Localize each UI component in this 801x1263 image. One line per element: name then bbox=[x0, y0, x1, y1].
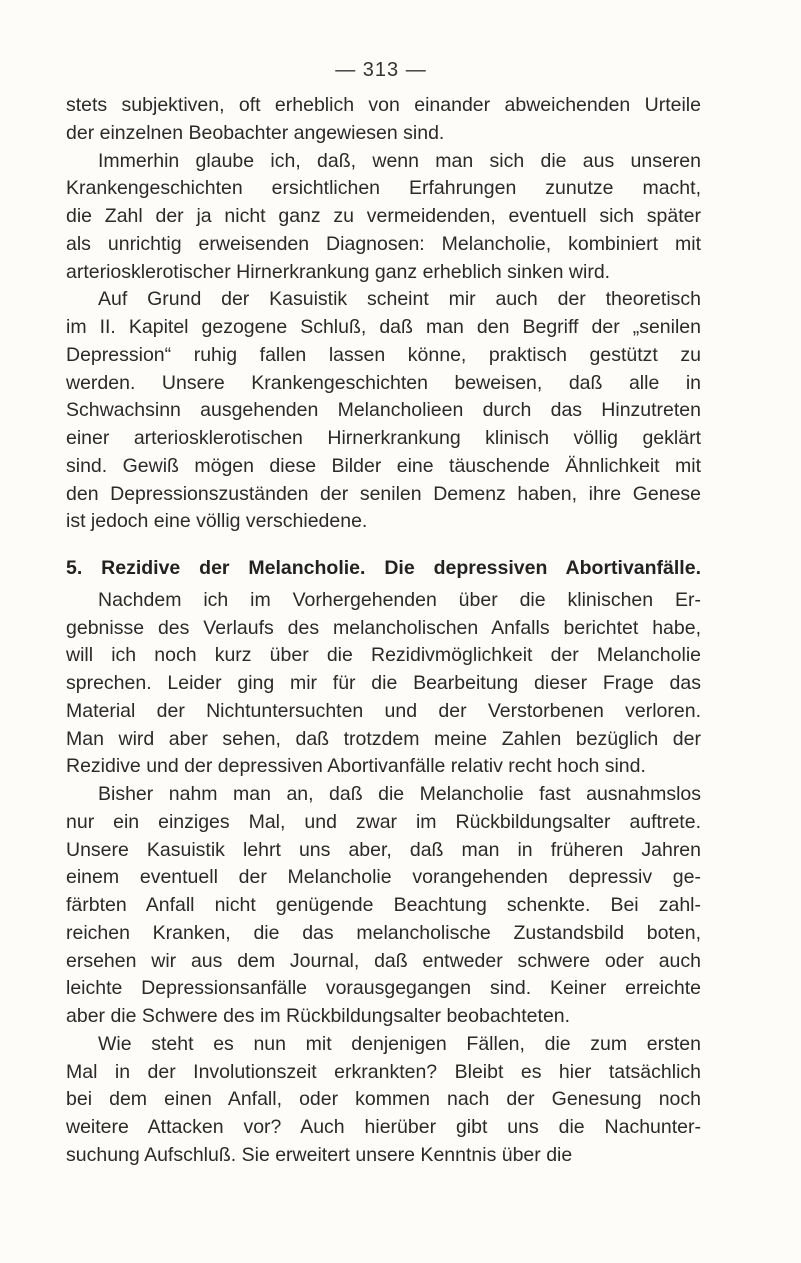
text-line bbox=[66, 948, 701, 976]
text-line bbox=[66, 425, 701, 453]
text-line-content: Rezidive und der depressiven Abortivanfälle relativ recht hoch sind. bbox=[66, 755, 646, 778]
text-line bbox=[66, 642, 701, 670]
text-line-content: Schwachsinn ausgehenden Melancholieen durch das Hinzutreten bbox=[66, 399, 701, 422]
text-line bbox=[66, 203, 701, 231]
text-line-content: sprechen. Leider ging mir für die Bearbeitung dieser Frage das bbox=[66, 672, 701, 694]
text-line-content: Nachdem ich im Vorhergehenden über die klinischen Er- bbox=[98, 588, 701, 611]
text-line-content: reichen Kranken, die das melancholische Zustandsbild boten, bbox=[66, 921, 701, 944]
text-line-content: Krankengeschichten ersichtlichen Erfahrungen zunutze macht, bbox=[66, 177, 701, 200]
text-line-content: Mal in der Involutionszeit erkrankten? Bleibt es hier tatsächlich bbox=[66, 1060, 701, 1083]
text-line bbox=[66, 314, 701, 342]
text-line bbox=[66, 286, 701, 314]
paragraph bbox=[66, 587, 801, 781]
text-line-content: Wie steht es nun mit denjenigen Fällen, die zum ersten bbox=[98, 1032, 701, 1055]
text-line bbox=[66, 587, 701, 615]
text-line-content: aber die Schwere des im Rückbildungsalter beobachteten. bbox=[66, 1005, 571, 1027]
text-line bbox=[66, 1003, 701, 1031]
text-line-content: Bisher nahm man an, daß die Melancholie fast ausnahmslos bbox=[98, 783, 701, 805]
text-line-content: sind. Gewiß mögen diese Bilder eine täuschende Ähnlichkeit mit bbox=[66, 454, 701, 477]
text-line bbox=[66, 1114, 701, 1142]
text-line-content: einem eventuell der Melancholie vorangehenden depressiv ge- bbox=[66, 866, 701, 889]
text-line bbox=[66, 342, 701, 370]
text-line-content: Material der Nichtuntersuchten und der Verstorbenen verloren. bbox=[66, 699, 701, 722]
text-line bbox=[66, 670, 701, 698]
text-line-content: im II. Kapitel gezogene Schluß, daß man den Begriff der „senilen bbox=[66, 316, 701, 338]
text-line-content: werden. Unsere Krankengeschichten beweisen, daß alle in bbox=[66, 371, 701, 394]
paragraph bbox=[66, 781, 801, 1031]
text-line bbox=[66, 508, 701, 536]
text-line-content: die Zahl der ja nicht ganz zu vermeidenden, eventuell sich später bbox=[66, 205, 701, 227]
text-line bbox=[66, 698, 701, 726]
text-line-content: weitere Attacken vor? Auch hierüber gibt uns die Nachunter- bbox=[66, 1116, 701, 1138]
text-line-content: stets subjektiven, oft erheblich von einander abweichenden Urteile bbox=[66, 94, 701, 116]
text-line bbox=[66, 481, 701, 509]
paragraph bbox=[66, 148, 801, 287]
text-line bbox=[66, 975, 701, 1003]
text-line-content: gebnisse des Verlaufs des melancholischen Anfalls berichtet habe, bbox=[66, 616, 701, 639]
text-line bbox=[66, 259, 701, 287]
text-line bbox=[66, 92, 701, 120]
text-line bbox=[66, 753, 701, 781]
text-line bbox=[66, 809, 701, 837]
text-line-content: als unrichtig erweisenden Diagnosen: Melancholie, kombiniert mit bbox=[66, 232, 701, 255]
text-line bbox=[66, 920, 701, 948]
text-line bbox=[66, 1031, 701, 1059]
text-line bbox=[66, 148, 701, 176]
text-line-content: der einzelnen Beobachter angewiesen sind. bbox=[66, 121, 445, 144]
text-line-content: Depression“ ruhig fallen lassen könne, praktisch gestützt zu bbox=[66, 343, 701, 366]
text-line bbox=[66, 1086, 701, 1114]
text-line bbox=[66, 370, 701, 398]
text-line-content: suchung Aufschluß. Sie erweitert unsere Kenntnis über die bbox=[66, 1143, 573, 1166]
text-line-content: den Depressionszuständen der senilen Demenz haben, ihre Genese bbox=[66, 482, 701, 505]
text-line-content: Man wird aber sehen, daß trotzdem meine Zahlen bezüglich der bbox=[66, 727, 701, 750]
text-line bbox=[66, 175, 701, 203]
text-line-content: ist jedoch eine völlig verschiedene. bbox=[66, 510, 368, 533]
text-line-content: will ich noch kurz über die Rezidivmöglichkeit der Melancholie bbox=[66, 644, 701, 667]
text-line-content: ersehen wir aus dem Journal, daß entweder schwere oder auch bbox=[66, 949, 701, 972]
text-line bbox=[66, 864, 701, 892]
text-line bbox=[66, 397, 701, 425]
text-line bbox=[66, 837, 701, 865]
text-line bbox=[66, 615, 701, 643]
text-line bbox=[66, 453, 701, 481]
text-line bbox=[66, 892, 701, 920]
text-line bbox=[66, 120, 701, 148]
text-line-content: einer arteriosklerotischen Hirnerkrankung klinisch völlig geklärt bbox=[66, 427, 701, 449]
text-line-content: Auf Grund der Kasuistik scheint mir auch der theoretisch bbox=[98, 288, 701, 311]
text-line bbox=[66, 231, 701, 259]
text-line-content: arteriosklerotischer Hirnerkrankung ganz erheblich sinken wird. bbox=[66, 260, 611, 283]
text-line-content: leichte Depressionsanfälle vorausgegangen sind. Keiner erreichte bbox=[66, 977, 701, 1000]
text-block-after-heading bbox=[66, 587, 801, 1170]
paragraph bbox=[66, 286, 801, 536]
text-line bbox=[66, 726, 701, 754]
page-number: — 313 — bbox=[335, 59, 427, 81]
text-line-content: Unsere Kasuistik lehrt uns aber, daß man in früheren Jahren bbox=[66, 838, 701, 861]
paragraph bbox=[66, 1031, 801, 1170]
text-line bbox=[66, 1059, 701, 1087]
paragraph bbox=[66, 92, 801, 148]
section-heading: 5. Rezidive der Melancholie. Die depressiven Abortivanfälle. bbox=[66, 557, 701, 579]
text-line-content: nur ein einziges Mal, und zwar im Rückbildungsalter auftrete. bbox=[66, 810, 701, 833]
text-block-before-heading bbox=[66, 92, 801, 536]
text-line-content: Immerhin glaube ich, daß, wenn man sich die aus unseren bbox=[98, 149, 701, 172]
text-line bbox=[66, 1142, 701, 1170]
text-line bbox=[66, 781, 701, 809]
text-line-content: färbten Anfall nicht genügende Beachtung schenkte. Bei zahl- bbox=[66, 894, 701, 916]
text-line-content: bei dem einen Anfall, oder kommen nach der Genesung noch bbox=[66, 1088, 701, 1111]
